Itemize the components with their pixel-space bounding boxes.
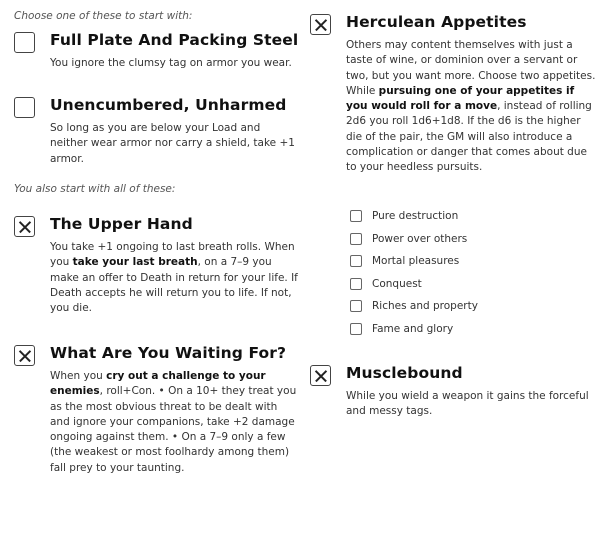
- description-text: While you wield a weapon it gains the forceful and messy tags.: [346, 390, 589, 418]
- appetite-option[interactable]: [350, 253, 459, 269]
- move-title: Musclebound: [346, 364, 463, 382]
- move-title: The Upper Hand: [50, 215, 193, 233]
- move-checkbox[interactable]: [14, 216, 35, 237]
- description-text: , on a 7–9 you make an offer to Death in return for your life. If Death accepts he will return you to life. If not, you die.: [50, 256, 298, 315]
- appetite-label: Power over others: [372, 232, 468, 245]
- appetite-checkbox[interactable]: [350, 300, 362, 312]
- appetite-option[interactable]: [350, 276, 422, 292]
- move-checkbox[interactable]: [14, 97, 35, 118]
- appetite-label: Conquest: [372, 277, 422, 290]
- move-description: [50, 56, 300, 71]
- appetite-checkbox[interactable]: [350, 278, 362, 290]
- appetite-checkbox[interactable]: [350, 255, 362, 267]
- appetite-option[interactable]: [350, 231, 467, 247]
- appetite-label: Fame and glory: [372, 323, 454, 335]
- description-text: , instead of rolling 2d6 you roll 1d6+1d8. If the d6 is the higher die of the pair, the GM will also introduce a complication or danger that comes about due to your heedless pursuits.: [346, 100, 592, 174]
- move-title: Full Plate And Packing Steel: [50, 31, 299, 49]
- trigger-text: take your last breath: [72, 256, 198, 269]
- appetite-option[interactable]: [350, 321, 453, 337]
- description-text: When you: [50, 370, 107, 382]
- appetite-checkbox[interactable]: [350, 210, 362, 222]
- appetite-label: Pure destruction: [372, 210, 459, 222]
- choose-one-intro: Choose one of these to start with:: [14, 10, 193, 22]
- move-description: [50, 121, 300, 167]
- move-checkbox[interactable]: [14, 32, 35, 53]
- move-title: What Are You Waiting For?: [50, 344, 287, 362]
- move-description: [346, 389, 596, 420]
- move-checkbox[interactable]: [310, 14, 331, 35]
- trigger-text: pursuing one of your appetites if you would roll for a move: [346, 84, 575, 113]
- move-description: [50, 369, 300, 476]
- description-text: So long as you are below your Load and neither wear armor nor carry a shield, take +1 armor.: [50, 122, 295, 165]
- appetite-checkbox[interactable]: [350, 233, 362, 245]
- description-text: , roll+Con. • On a 10+ they treat you as the most obvious threat to be dealt with and ignore your companions, take +2 damage ongoing against them. • On a 7–9 only a few (the weakest or most foolhardy among them) fall prey to your taunting.: [50, 385, 297, 474]
- appetite-option[interactable]: [350, 298, 478, 314]
- appetite-label: Riches and property: [372, 300, 478, 313]
- description-text: Others may content themselves with just a taste of wine, or dominion over a servant or two, but you want more. Choose two appetites. While: [346, 39, 596, 97]
- trigger-text: cry out a challenge to your enemies: [50, 370, 266, 398]
- move-checkbox[interactable]: [14, 345, 35, 366]
- move-description: [50, 240, 300, 316]
- move-description: [346, 38, 596, 176]
- appetite-label: Mortal pleasures: [372, 255, 460, 268]
- appetite-checkbox[interactable]: [350, 323, 362, 335]
- description-text: You take +1 ongoing to last breath rolls. When you: [50, 241, 295, 269]
- move-checkbox[interactable]: [310, 365, 331, 386]
- description-text: You ignore the clumsy tag on armor you wear.: [50, 57, 292, 69]
- move-title: Herculean Appetites: [346, 13, 527, 31]
- appetite-option[interactable]: [350, 208, 458, 224]
- move-title: Unencumbered, Unharmed: [50, 96, 287, 114]
- also-start-intro: You also start with all of these:: [14, 183, 176, 195]
